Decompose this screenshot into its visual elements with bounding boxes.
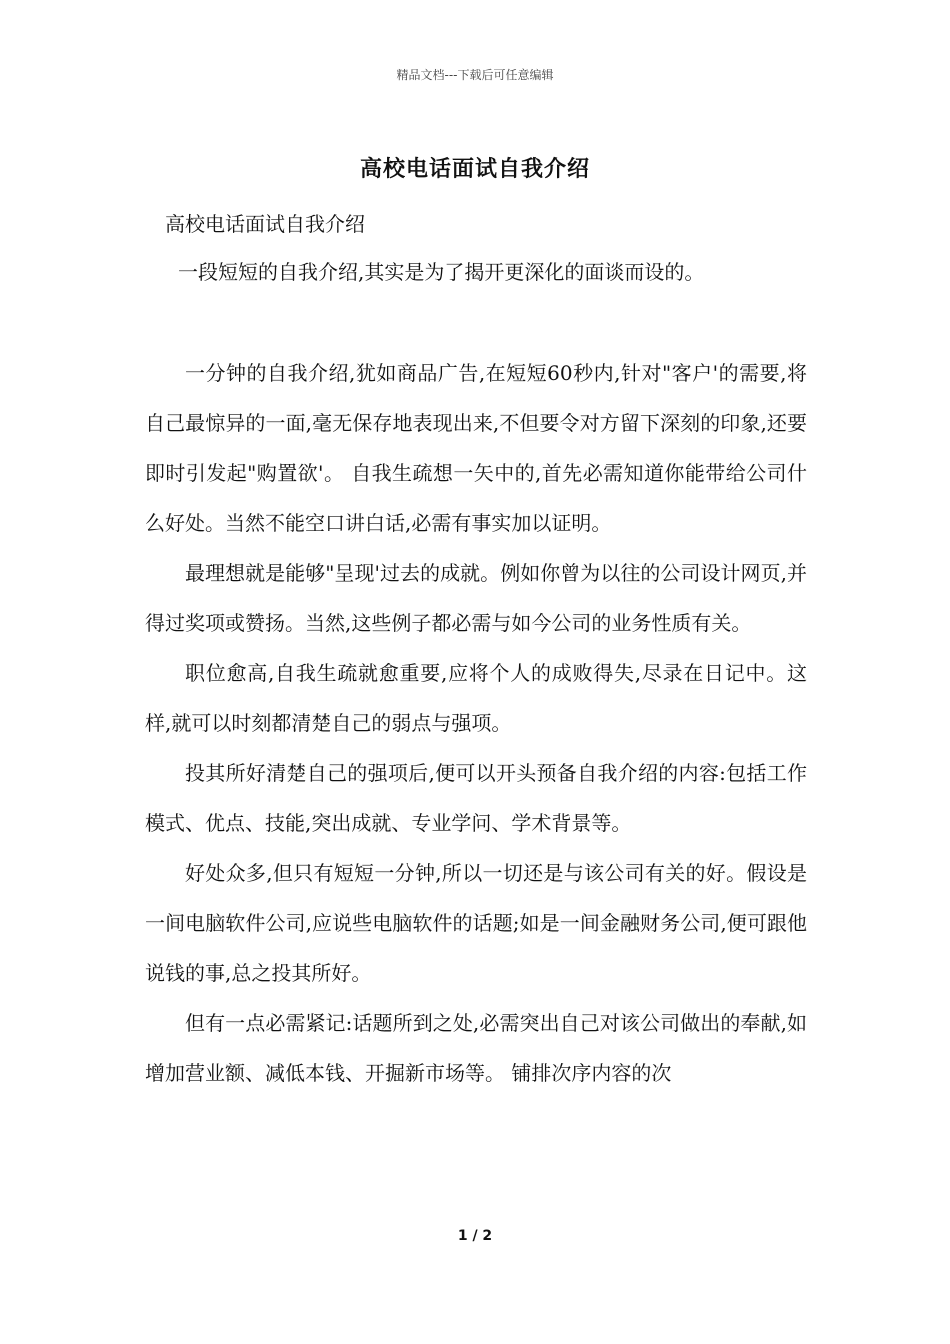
body-paragraph: 最理想就是能够"呈现'过去的成就。例如你曾为以往的公司设计网页,并得过奖项或赞扬。当然,这些例子都必需与如今公司的业务性质有关。: [145, 561, 807, 635]
body-paragraph: 职位愈高,自我生疏就愈重要,应将个人的成败得失,尽录在日记中。这样,就可以时刻都清楚自己的弱点与强项。: [145, 661, 807, 735]
intro-paragraph: 一段短短的自我介绍,其实是为了揭开更深化的面谈而设的。: [178, 260, 705, 284]
body-paragraph: 好处众多,但只有短短一分钟,所以一切还是与该公司有关的好。假设是一间电脑软件公司,应说些电脑软件的话题;如是一间金融财务公司,便可跟他说钱的事,总之投其所好。: [145, 861, 807, 985]
body-paragraph: 一分钟的自我介绍,犹如商品广告,在短短60秒内,针对"客户'的需要,将自己最惊异的一面,毫无保存地表现出来,不但要令对方留下深刻的印象,还要即时引发起"购置欲'。 自我生疏想一矢中的,首先必需知道你能带给公司什么好处。当然不能空口讲白话,必需有事实加以证明。: [145, 361, 807, 535]
document-subtitle: 高校电话面试自我介绍: [165, 212, 365, 236]
document-body: [145, 348, 807, 1098]
body-paragraph: 投其所好清楚自己的强项后,便可以开头预备自我介绍的内容:包括工作模式、优点、技能,突出成就、专业学问、学术背景等。: [145, 761, 807, 835]
document-title: 高校电话面试自我介绍: [359, 156, 590, 182]
body-paragraph: 但有一点必需紧记:话题所到之处,必需突出自己对该公司做出的奉献,如增加营业额、减低本钱、开掘新市场等。 铺排次序内容的次: [145, 1011, 807, 1085]
header-note: 精品文档---下载后可任意编辑: [396, 68, 554, 82]
page-number: 1 / 2: [457, 1228, 493, 1244]
